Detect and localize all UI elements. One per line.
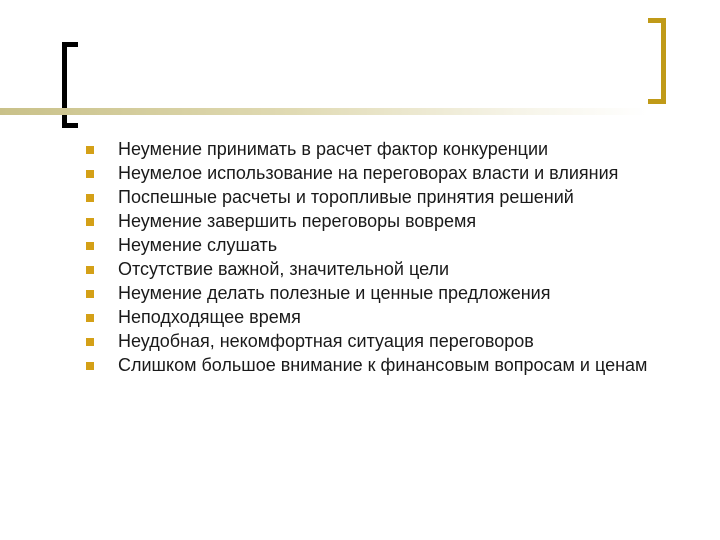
list-item-text: Неумение слушать xyxy=(118,235,278,255)
list-item xyxy=(86,164,666,183)
square-bullet-icon xyxy=(86,218,94,226)
square-bullet-icon xyxy=(86,194,94,202)
list-item xyxy=(86,332,666,351)
list-item-text: Неумение завершить переговоры вовремя xyxy=(118,211,477,231)
list-item xyxy=(86,140,666,159)
list-item xyxy=(86,284,666,303)
list-item-text: Слишком большое внимание к финансовым вопросам и ценам xyxy=(118,355,648,375)
square-bullet-icon xyxy=(86,362,94,370)
square-bullet-icon xyxy=(86,314,94,322)
list-item-text: Поспешные расчеты и торопливые принятия решений xyxy=(118,187,574,207)
square-bullet-icon xyxy=(86,338,94,346)
left-bracket-decoration xyxy=(62,42,78,128)
right-bracket-decoration xyxy=(648,18,666,104)
list-item-text: Неумение делать полезные и ценные предложения xyxy=(118,283,551,303)
square-bullet-icon xyxy=(86,146,94,154)
list-item-text: Неудобная, некомфортная ситуация переговоров xyxy=(118,331,534,351)
list-item xyxy=(86,188,666,207)
list-item-text: Отсутствие важной, значительной цели xyxy=(118,259,450,279)
list-item xyxy=(86,260,666,279)
list-item-text: Неумение принимать в расчет фактор конкуренции xyxy=(118,139,549,159)
square-bullet-icon xyxy=(86,170,94,178)
square-bullet-icon xyxy=(86,290,94,298)
bullet-list xyxy=(86,140,666,380)
square-bullet-icon xyxy=(86,242,94,250)
list-item-text: Неумелое использование на переговорах власти и влияния xyxy=(118,163,619,183)
list-item-text: Неподходящее время xyxy=(118,307,301,327)
list-item xyxy=(86,212,666,231)
list-item xyxy=(86,308,666,327)
list-item xyxy=(86,356,666,375)
title-rule-bar xyxy=(0,108,648,115)
square-bullet-icon xyxy=(86,266,94,274)
list-item xyxy=(86,236,666,255)
